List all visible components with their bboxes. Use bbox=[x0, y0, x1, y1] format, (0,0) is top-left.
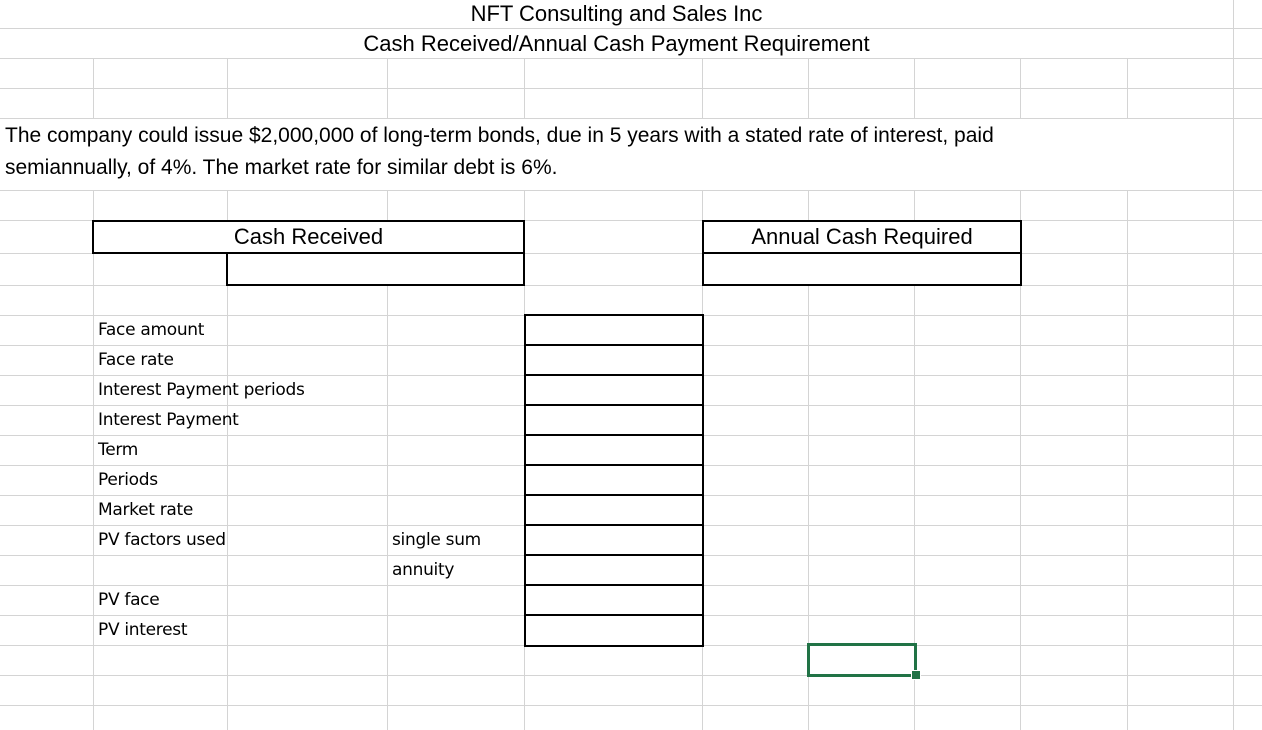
row-label-pv-interest: PV interest bbox=[98, 620, 188, 640]
input-cell-pv-face[interactable] bbox=[524, 584, 704, 617]
input-cell-face-amount[interactable] bbox=[524, 314, 704, 347]
row-label-interest-payment: Interest Payment bbox=[98, 410, 239, 430]
problem-description-line1: The company could issue $2,000,000 of long-term bonds, due in 5 years with a stated rate of interest, paid bbox=[5, 124, 994, 147]
row-note-single-sum: single sum bbox=[392, 530, 481, 550]
row-label-periods: Periods bbox=[98, 470, 158, 490]
input-cell-interest-payment[interactable] bbox=[524, 404, 704, 437]
sheet-title: NFT Consulting and Sales Inc bbox=[470, 1, 763, 26]
sheet-subtitle: Cash Received/Annual Cash Payment Requirement bbox=[363, 31, 870, 56]
row-label-face-rate: Face rate bbox=[98, 350, 174, 370]
cash-received-heading: Cash Received bbox=[233, 224, 384, 249]
fill-handle[interactable] bbox=[911, 670, 921, 680]
row-label-face-amount: Face amount bbox=[98, 320, 205, 340]
row-label-market-rate: Market rate bbox=[98, 500, 194, 520]
annual-cash-required-header[interactable] bbox=[702, 220, 1022, 254]
annual-cash-required-heading: Annual Cash Required bbox=[751, 224, 973, 249]
input-cell-periods[interactable] bbox=[524, 464, 704, 497]
row-label-pv-face: PV face bbox=[98, 590, 160, 610]
input-cell-interest-payment-periods[interactable] bbox=[524, 374, 704, 407]
input-cell-term[interactable] bbox=[524, 434, 704, 467]
input-cell-pv-annuity[interactable] bbox=[524, 554, 704, 587]
active-cell-selection[interactable] bbox=[807, 643, 917, 677]
annual-cash-required-value-cell[interactable] bbox=[702, 252, 1022, 286]
input-cell-market-rate[interactable] bbox=[524, 494, 704, 527]
row-note-annuity: annuity bbox=[392, 560, 455, 580]
cash-received-value-cell[interactable] bbox=[226, 252, 525, 286]
row-label-interest-payment-periods: Interest Payment periods bbox=[98, 380, 305, 400]
input-cell-pv-single-sum[interactable] bbox=[524, 524, 704, 557]
problem-description-line2: semiannually, of 4%. The market rate for similar debt is 6%. bbox=[5, 156, 558, 179]
input-cell-face-rate[interactable] bbox=[524, 344, 704, 377]
input-cell-pv-interest[interactable] bbox=[524, 614, 704, 647]
cash-received-header[interactable] bbox=[92, 220, 525, 254]
row-label-pv-factors-used: PV factors used bbox=[98, 530, 226, 550]
row-label-term: Term bbox=[98, 440, 139, 460]
